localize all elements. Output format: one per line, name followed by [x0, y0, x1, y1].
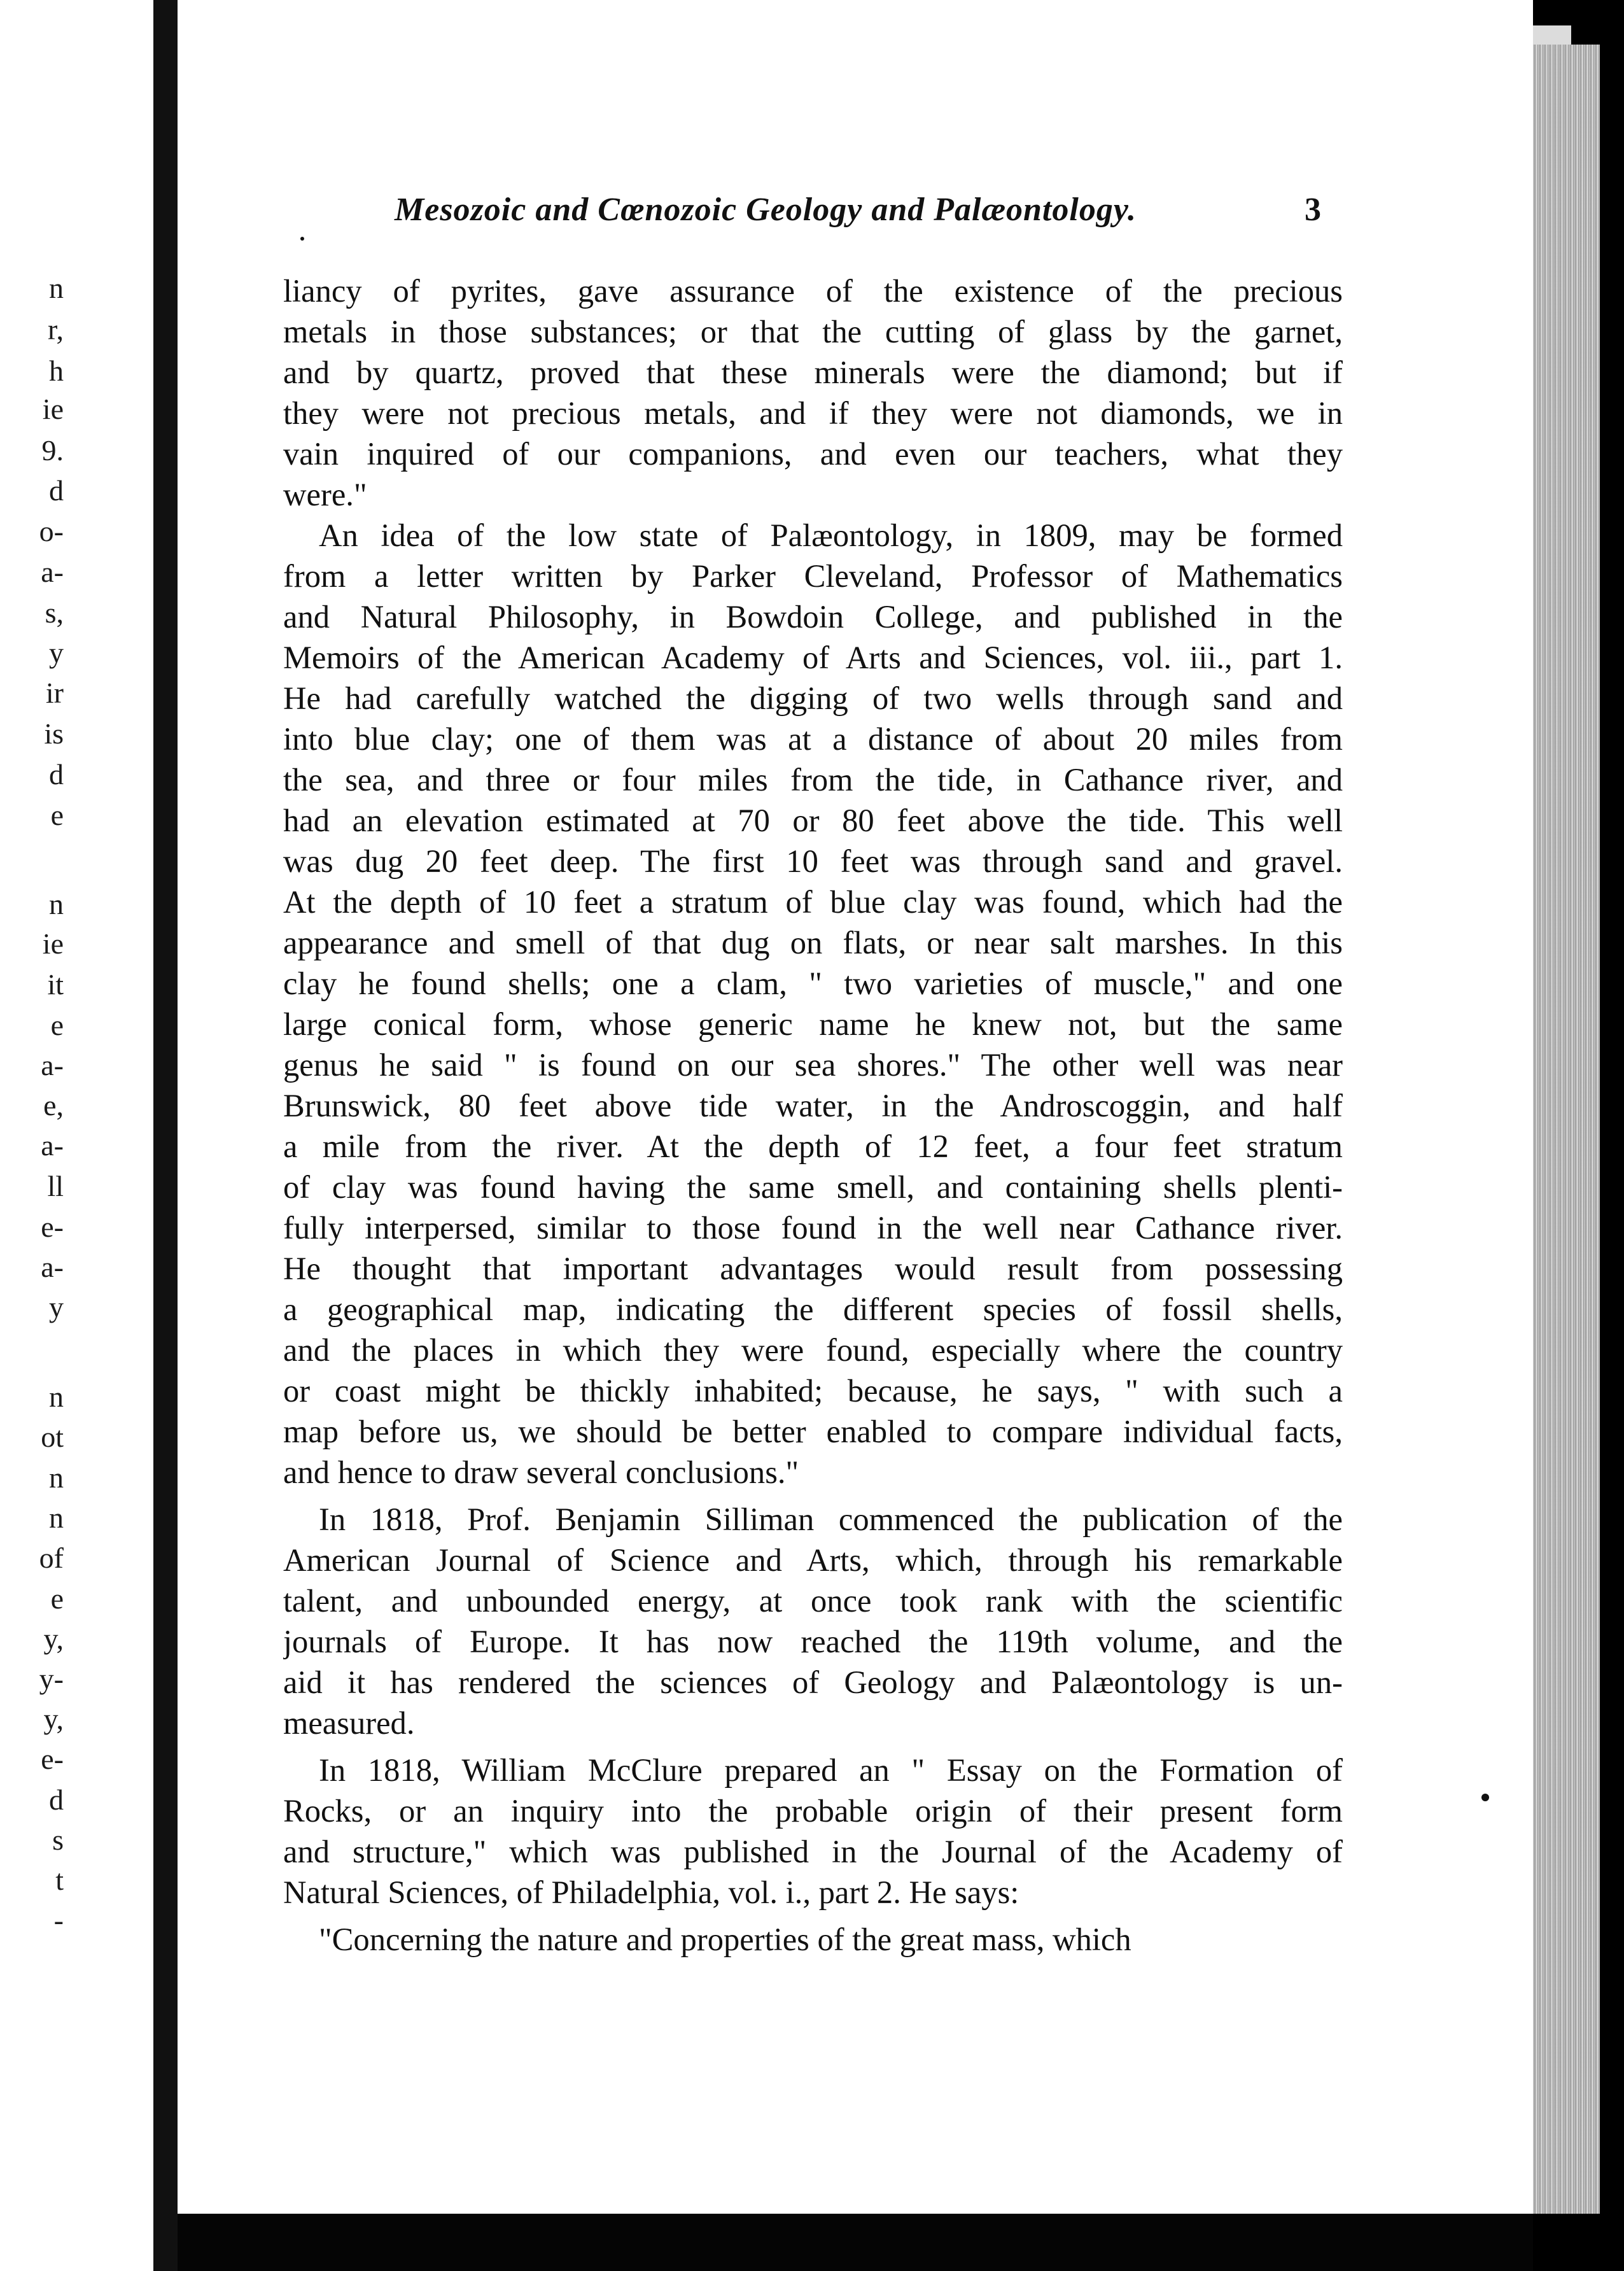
text-line: He thought that important advantages would result from possessing — [283, 1251, 1343, 1286]
text-line: a geographical map, indicating the different species of fossil shells, — [283, 1291, 1343, 1327]
ink-speck — [300, 237, 304, 241]
ink-speck — [1481, 1794, 1489, 1801]
paragraph-gap — [283, 1913, 1343, 1919]
left-page-fragment: n — [49, 888, 64, 920]
left-page-fragment: n — [49, 1501, 64, 1534]
left-page-fragment: is — [44, 717, 64, 750]
paragraph — [283, 1750, 1343, 1913]
scan-bottom-margin — [178, 2214, 1533, 2271]
text-line: had an elevation estimated at 70 or 80 feet above the tide. This well — [283, 803, 1343, 838]
text-line: aid it has rendered the sciences of Geology and Palæontology is un- — [283, 1664, 1343, 1700]
left-page-fragment: y, — [43, 1622, 64, 1655]
text-line: Memoirs of the American Academy of Arts and Sciences, vol. iii., part 1. — [283, 640, 1343, 675]
text-line: liancy of pyrites, gave assurance of the existence of the precious — [283, 273, 1343, 309]
left-page-fragment: o- — [39, 515, 64, 547]
text-line: a mile from the river. At the depth of 12 feet, a four feet stratum — [283, 1128, 1343, 1164]
left-page-fragment: a- — [41, 1251, 64, 1283]
body-text — [283, 271, 1343, 1960]
left-page-fragment: ie — [42, 393, 64, 425]
text-line: into blue clay; one of them was at a distance of about 20 miles from — [283, 721, 1343, 757]
text-line: and hence to draw several conclusions." — [283, 1454, 799, 1490]
text-line: Natural Sciences, of Philadelphia, vol. i., part 2. He says: — [283, 1874, 1019, 1910]
left-page-fragment: ir — [45, 677, 64, 709]
left-page-fragment: y- — [39, 1663, 64, 1695]
left-facing-page — [0, 0, 162, 2271]
left-page-fragment: ie — [42, 927, 64, 960]
left-page-fragment: y — [49, 636, 64, 669]
paragraph — [283, 271, 1343, 515]
text-line: measured. — [283, 1705, 415, 1741]
text-line: In 1818, William McClure prepared an " Essay on the Formation of — [319, 1752, 1343, 1788]
text-line: and structure," which was published in the Journal of the Academy of — [283, 1834, 1343, 1869]
book-page-edges — [1533, 45, 1600, 2214]
left-page-fragment: e — [50, 1582, 64, 1615]
text-line: He had carefully watched the digging of two wells through sand and — [283, 680, 1343, 716]
text-line: and Natural Philosophy, in Bowdoin College, and published in the — [283, 599, 1343, 635]
text-line: large conical form, whose generic name he knew not, but the same — [283, 1006, 1343, 1042]
left-page-fragment: e — [50, 1009, 64, 1041]
text-line: talent, and unbounded energy, at once took rank with the scientific — [283, 1583, 1343, 1619]
text-line: of clay was found having the same smell, and containing shells plenti- — [283, 1169, 1343, 1205]
left-page-fragment: a- — [41, 1049, 64, 1081]
text-line: was dug 20 feet deep. The first 10 feet was through sand and gravel. — [283, 843, 1343, 879]
left-page-fragment: e, — [43, 1089, 64, 1121]
left-page-fragment: d — [49, 1783, 64, 1816]
left-page-fragment: e- — [41, 1211, 64, 1243]
paragraph-gap — [283, 1493, 1343, 1499]
left-page-fragment: d — [49, 758, 64, 791]
left-page-fragment: n — [49, 272, 64, 304]
text-line: were." — [283, 477, 367, 512]
text-line: metals in those substances; or that the cutting of glass by the garnet, — [283, 314, 1343, 349]
text-line: Rocks, or an inquiry into the probable origin of their present form — [283, 1793, 1343, 1829]
left-page-fragment: y — [49, 1291, 64, 1323]
left-page-fragment: a- — [41, 556, 64, 588]
text-line: map before us, we should be better enabled to compare individual facts, — [283, 1414, 1343, 1449]
left-page-fragment: s — [52, 1824, 64, 1856]
text-line: journals of Europe. It has now reached the 119th volume, and the — [283, 1624, 1343, 1659]
binding-gutter — [162, 0, 178, 2271]
text-line: the sea, and three or four miles from the tide, in Cathance river, and — [283, 762, 1343, 798]
left-page-fragment: of — [39, 1542, 64, 1574]
left-page-fragment: ll — [47, 1170, 64, 1202]
text-line: Brunswick, 80 feet above tide water, in the Androscoggin, and half — [283, 1088, 1343, 1123]
left-page-fragment: y, — [43, 1703, 64, 1735]
page-edges-top — [1533, 25, 1571, 45]
text-line: and by quartz, proved that these minerals were the diamond; but if — [283, 355, 1343, 390]
left-page-fragment: t — [55, 1864, 64, 1896]
left-page-fragment: r, — [48, 313, 64, 346]
left-page-fragment: s, — [45, 596, 64, 629]
text-line: from a letter written by Parker Cleveland, Professor of Mathematics — [283, 558, 1343, 594]
left-page-fragment: it — [47, 968, 64, 1001]
text-line: "Concerning the nature and properties of the great mass, which — [319, 1922, 1131, 1957]
left-page-fragment: ot — [41, 1421, 64, 1453]
text-line: In 1818, Prof. Benjamin Silliman commenced the publication of the — [319, 1501, 1343, 1537]
text-line: At the depth of 10 feet a stratum of blue clay was found, which had the — [283, 884, 1343, 920]
left-page-fragment: h — [49, 355, 64, 387]
paragraph — [283, 515, 1343, 1493]
text-line: clay he found shells; one a clam, " two varieties of muscle," and one — [283, 966, 1343, 1001]
left-page-fragment: n — [49, 1461, 64, 1494]
left-page-fragment: e — [50, 799, 64, 831]
running-head: Mesozoic and Cœnozoic Geology and Palæontology. — [395, 192, 1137, 228]
text-line: and the places in which they were found, especially where the country — [283, 1332, 1343, 1368]
left-page-fragment: a- — [41, 1129, 64, 1162]
text-line: they were not precious metals, and if they were not diamonds, we in — [283, 395, 1343, 431]
text-line: fully interpersed, similar to those found in the well near Cathance river. — [283, 1210, 1343, 1246]
left-page-fragment: d — [49, 474, 64, 507]
text-line: vain inquired of our companions, and even our teachers, what they — [283, 436, 1343, 472]
left-page-fragment: - — [53, 1904, 64, 1936]
text-line: genus he said " is found on our sea shores." The other well was near — [283, 1047, 1343, 1083]
paragraph-gap — [283, 1743, 1343, 1750]
paragraph — [283, 1919, 1343, 1960]
text-line: American Journal of Science and Arts, which, through his remarkable — [283, 1542, 1343, 1578]
text-line: An idea of the low state of Palæontology, in 1809, may be formed — [319, 517, 1343, 553]
page-number: 3 — [1305, 192, 1321, 228]
paragraph — [283, 1499, 1343, 1743]
text-line: or coast might be thickly inhabited; because, he says, " with such a — [283, 1373, 1343, 1409]
left-page-fragment: e- — [41, 1743, 64, 1775]
left-page-fragment: 9. — [41, 434, 64, 467]
text-line: appearance and smell of that dug on flats, or near salt marshes. In this — [283, 925, 1343, 960]
left-page-fragment: n — [49, 1381, 64, 1413]
